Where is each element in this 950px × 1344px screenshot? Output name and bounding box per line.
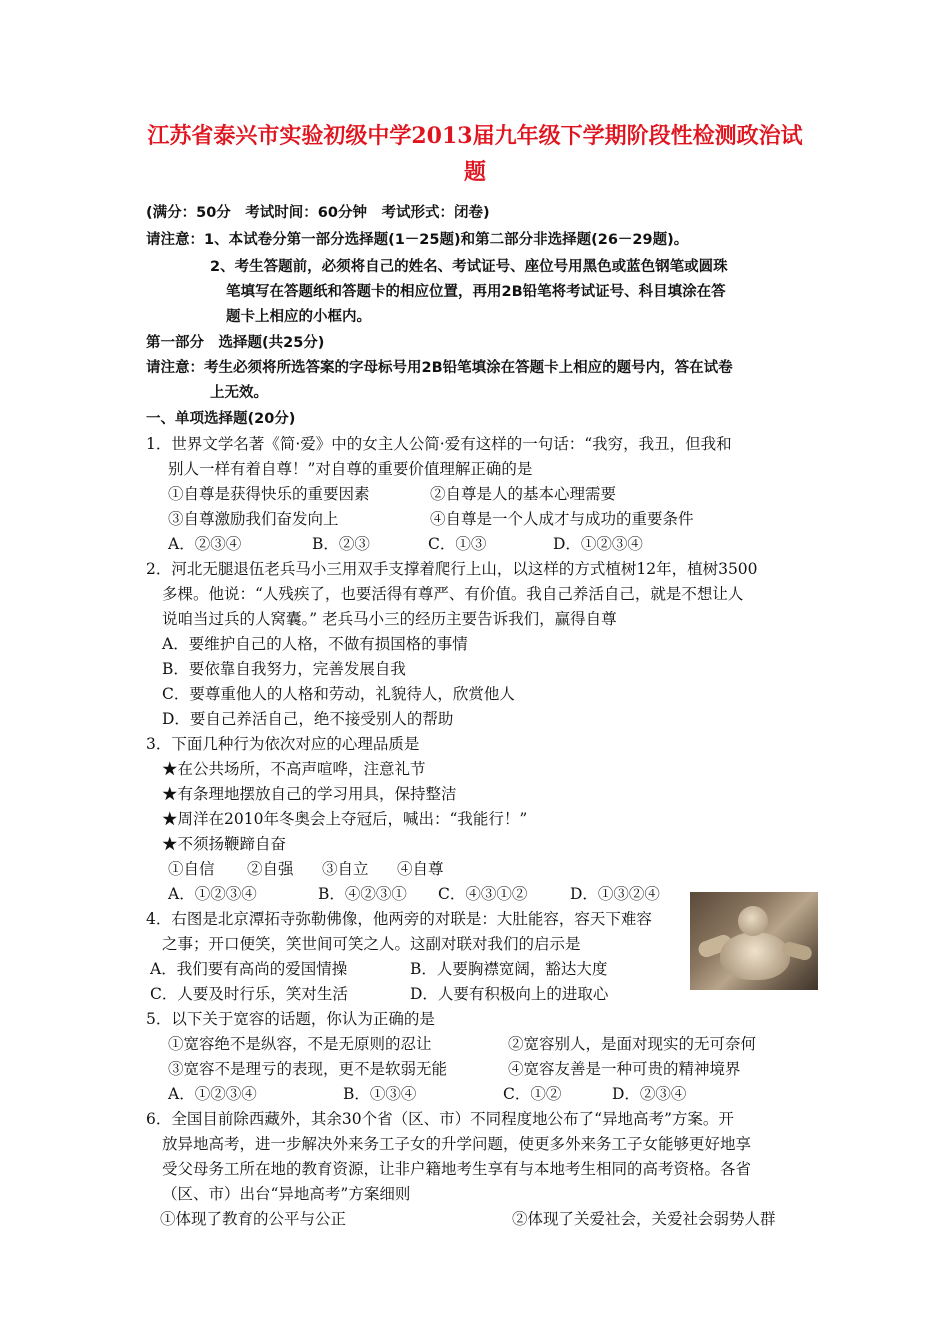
q6-stem-line4: （区、市）出台“异地高考”方案细则 bbox=[162, 1185, 411, 1203]
q3-statement-2: ★有条理地摆放自己的学习用具，保持整洁 bbox=[162, 785, 457, 803]
q3-statement-3: ★周洋在2010年冬奥会上夺冠后，喊出：“我能行！” bbox=[162, 810, 528, 828]
q3-option-d: D．①③②④ bbox=[570, 885, 660, 903]
q4-option-b: B．人要胸襟宽阔，豁达大度 bbox=[410, 960, 608, 978]
q1-option-b: B．②③ bbox=[312, 535, 370, 553]
buddha-head-shape bbox=[738, 906, 768, 936]
q3-item-4: ④自尊 bbox=[397, 860, 444, 878]
q4-option-a: A．我们要有高尚的爱国情操 bbox=[150, 960, 348, 978]
q5-option-c: C．①② bbox=[503, 1085, 562, 1103]
q1-option-d: D．①②③④ bbox=[553, 535, 643, 553]
maitreya-buddha-photo bbox=[690, 892, 818, 990]
q3-stem: 3．下面几种行为依次对应的心理品质是 bbox=[146, 735, 420, 753]
q2-option-a: A．要维护自己的人格，不做有损国格的事情 bbox=[162, 635, 468, 653]
notice-line1: 请注意：1、本试卷分第一部分选择题(1－25题)和第二部分非选择题(26－29题)。 bbox=[146, 232, 689, 248]
q5-item-4: ④宽容友善是一种可贵的精神境界 bbox=[508, 1060, 741, 1078]
notice-line3: 笔填写在答题纸和答题卡的相应位置，再用2B铅笔将考试证号、科目填涂在答 bbox=[226, 284, 726, 300]
q6-item-2: ②体现了关爱社会，关爱社会弱势人群 bbox=[512, 1210, 776, 1228]
q4-option-c: C．人要及时行乐，笑对生活 bbox=[150, 985, 348, 1003]
q3-item-3: ③自立 bbox=[322, 860, 369, 878]
q6-item-1: ①体现了教育的公平与公正 bbox=[160, 1210, 347, 1228]
q3-item-2: ②自强 bbox=[247, 860, 294, 878]
q5-item-3: ③宽容不是理亏的表现，更不是软弱无能 bbox=[168, 1060, 448, 1078]
part1-notice-line1: 请注意：考生必须将所选答案的字母标号用2B铅笔填涂在答题卡上相应的题号内，答在试卷 bbox=[146, 360, 733, 376]
q2-stem-line2: 多棵。他说：“人残疾了，也要活得有尊严、有价值。我自己养活自己，就是不想让人 bbox=[162, 585, 744, 603]
q2-stem-line1: 2．河北无腿退伍老兵马小三用双手支撑着爬行上山，以这样的方式植树12年，植树3500 bbox=[146, 560, 758, 578]
q1-stem-line2: 别人一样有着自尊！”对自尊的重要价值理解正确的是 bbox=[168, 460, 533, 478]
buddha-belly-shape bbox=[720, 932, 790, 980]
q5-option-d: D．②③④ bbox=[612, 1085, 687, 1103]
q6-stem-line2: 放异地高考，进一步解决外来务工子女的升学问题，使更多外来务工子女能够更好地享 bbox=[162, 1135, 752, 1153]
section1-heading: 一、单项选择题(20分) bbox=[146, 411, 296, 427]
q1-item-4: ④自尊是一个人成才与成功的重要条件 bbox=[430, 510, 694, 528]
exam-title-line1: 江苏省泰兴市实验初级中学2013届九年级下学期阶段性检测政治试 bbox=[147, 123, 803, 149]
q2-option-b: B．要依靠自我努力，完善发展自我 bbox=[162, 660, 406, 678]
q6-stem-line3: 受父母务工所在地的教育资源，让非户籍地考生享有与本地考生相同的高考资格。各省 bbox=[162, 1160, 752, 1178]
q2-option-c: C．要尊重他人的人格和劳动，礼貌待人，欣赏他人 bbox=[162, 685, 515, 703]
exam-title-line2: 题 bbox=[463, 159, 486, 185]
notice-line2: 2、考生答题前，必须将自己的姓名、考试证号、座位号用黑色或蓝色钢笔或圆珠 bbox=[210, 259, 728, 275]
q5-item-1: ①宽容绝不是纵容，不是无原则的忍让 bbox=[168, 1035, 432, 1053]
q1-stem-line1: 1．世界文学名著《简·爱》中的女主人公简·爱有这样的一句话：“我穷，我丑，但我和 bbox=[146, 435, 732, 453]
q1-item-1: ①自尊是获得快乐的重要因素 bbox=[168, 485, 370, 503]
q3-option-a: A．①②③④ bbox=[168, 885, 257, 903]
q3-option-b: B．④②③① bbox=[318, 885, 407, 903]
q2-stem-line3: 说咱当过兵的人窝囊。” 老兵马小三的经历主要告诉我们，赢得自尊 bbox=[162, 610, 617, 628]
q1-option-a: A．②③④ bbox=[168, 535, 242, 553]
q3-option-c: C．④③①② bbox=[438, 885, 528, 903]
q5-option-b: B．①③④ bbox=[343, 1085, 417, 1103]
q1-item-2: ②自尊是人的基本心理需要 bbox=[430, 485, 617, 503]
q5-item-2: ②宽容别人，是面对现实的无可奈何 bbox=[508, 1035, 757, 1053]
q1-item-3: ③自尊激励我们奋发向上 bbox=[168, 510, 339, 528]
q6-stem-line1: 6．全国目前除西藏外，其余30个省（区、市）不同程度地公布了“异地高考”方案。开 bbox=[146, 1110, 734, 1128]
q3-statement-1: ★在公共场所，不高声喧哗，注意礼节 bbox=[162, 760, 426, 778]
q5-option-a: A．①②③④ bbox=[168, 1085, 257, 1103]
q4-option-d: D．人要有积极向上的进取心 bbox=[410, 985, 609, 1003]
notice-line4: 题卡上相应的小框内。 bbox=[226, 309, 371, 325]
q3-item-1: ①自信 bbox=[168, 860, 215, 878]
q4-stem-line2: 之事；开口便笑，笑世间可笑之人。这副对联对我们的启示是 bbox=[162, 935, 581, 953]
q2-option-d: D．要自己养活自己，绝不接受别人的帮助 bbox=[162, 710, 454, 728]
exam-info: (满分：50分 考试时间：60分钟 考试形式：闭卷) bbox=[146, 205, 490, 221]
q3-statement-4: ★不须扬鞭蹄自奋 bbox=[162, 835, 287, 853]
q1-option-c: C．①③ bbox=[428, 535, 487, 553]
part1-heading: 第一部分 选择题(共25分) bbox=[146, 335, 325, 351]
q4-stem-line1: 4．右图是北京潭拓寺弥勒佛像，他两旁的对联是：大肚能容，容天下难容 bbox=[146, 910, 652, 928]
q5-stem: 5．以下关于宽容的话题，你认为正确的是 bbox=[146, 1010, 435, 1028]
part1-notice-line2: 上无效。 bbox=[210, 385, 268, 401]
